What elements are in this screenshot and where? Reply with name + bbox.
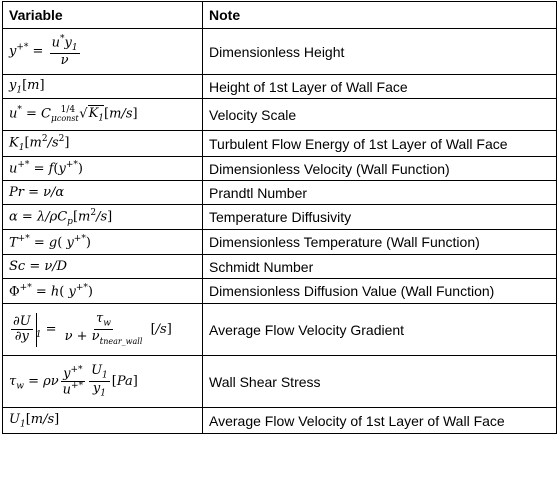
- variable-formula: T+* = g( y+*): [3, 230, 203, 255]
- header-variable: Variable: [3, 2, 203, 29]
- note-text: Dimensionless Height: [203, 29, 557, 75]
- note-text: Wall Shear Stress: [203, 356, 557, 408]
- variable-formula: $u^* = C_{\mu const}^{1/4}$ $√K_1[m/s]$: [3, 99, 203, 131]
- variable-formula: $U_1[m/s]$: [3, 408, 203, 434]
- variable-formula: Pr = ν/α: [3, 181, 203, 205]
- note-text: Temperature Diffusivity: [203, 205, 557, 230]
- note-text: Dimensionless Temperature (Wall Function): [203, 230, 557, 255]
- table-row: [3, 408, 557, 434]
- table-row: [3, 157, 557, 181]
- note-text: Velocity Scale: [203, 99, 557, 131]
- table-header-row: [3, 2, 557, 29]
- table-row: [3, 255, 557, 279]
- variable-formula: $y_1[m]$: [3, 75, 203, 99]
- table-row: [3, 230, 557, 255]
- note-text: Schmidt Number: [203, 255, 557, 279]
- variable-formula: Sc = ν/D: [3, 255, 203, 279]
- note-text: Average Flow Velocity of 1st Layer of Wall Face: [203, 408, 557, 434]
- note-text: Height of 1st Layer of Wall Face: [203, 75, 557, 99]
- note-text: Dimensionless Velocity (Wall Function): [203, 157, 557, 181]
- variable-formula: u+* = f(y+*): [3, 157, 203, 181]
- variable-formula: $\frac{\partial U}{\partial y}$ $_1$ = $\frac{\tau_w}{\nu + \nu_{tnear\_wall}}$ [/s]: [3, 304, 203, 356]
- note-text: Prandtl Number: [203, 181, 557, 205]
- note-text: Dimensionless Diffusion Value (Wall Function): [203, 279, 557, 304]
- table-row: [3, 205, 557, 230]
- note-text: Average Flow Velocity Gradient: [203, 304, 557, 356]
- table-row: [3, 75, 557, 99]
- table-row: [3, 181, 557, 205]
- table-row: [3, 99, 557, 131]
- table-row: [3, 279, 557, 304]
- table-row: [3, 304, 557, 356]
- variables-table: [2, 1, 557, 434]
- table-row: [3, 131, 557, 157]
- table-row: [3, 356, 557, 408]
- note-text: Turbulent Flow Energy of 1st Layer of Wall Face: [203, 131, 557, 157]
- variable-formula: $K_1[m^2/s^2]$: [3, 131, 203, 157]
- variable-formula: $\alpha = \lambda/\rho C_p[m^2/s]$: [3, 205, 203, 230]
- header-note: Note: [203, 2, 557, 29]
- variable-formula: y+* = $\frac{u^*y_1}{\nu}$: [3, 29, 203, 75]
- table-row: [3, 29, 557, 75]
- variable-formula: $\tau_w = \rho\nu$ $\frac{y^{+*}}{u^{+*}}$ $\frac{U_1}{y_1}$ [Pa]: [3, 356, 203, 408]
- variable-formula: Φ+* = h( y+*): [3, 279, 203, 304]
